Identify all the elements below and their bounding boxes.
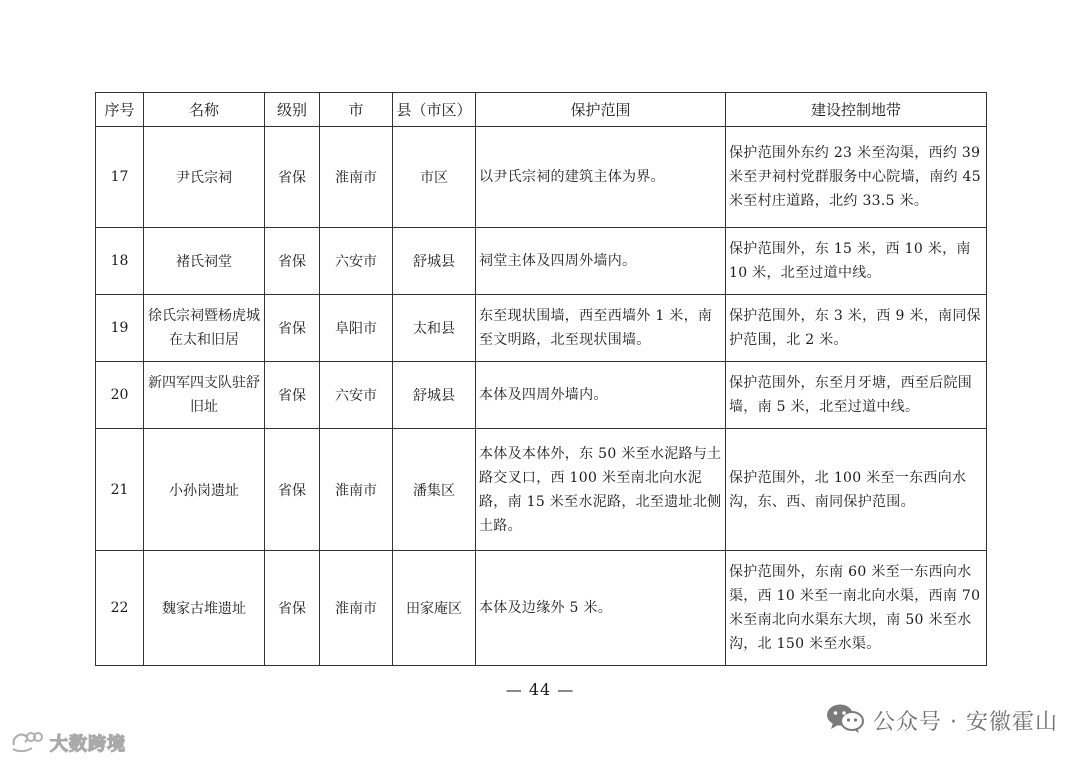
row-name: 尹氏宗祠: [144, 127, 265, 228]
row-level: 省保: [265, 429, 320, 551]
table-row: [96, 295, 987, 362]
row-index: 21: [96, 429, 144, 551]
row-name: 新四军四支队驻舒旧址: [144, 362, 265, 429]
weibo-like-logo-icon: [10, 729, 44, 757]
header-city: 市: [320, 93, 393, 127]
table-row: [96, 127, 987, 228]
row-county: 市区: [393, 127, 476, 228]
row-level: 省保: [265, 295, 320, 362]
row-index: 19: [96, 295, 144, 362]
row-index: 22: [96, 551, 144, 666]
row-protection-scope: 本体及边缘外 5 米。: [476, 551, 726, 666]
watermark-left: [10, 729, 126, 757]
watermark-right: [825, 702, 1058, 738]
table-row: [96, 551, 987, 666]
header-name: 名称: [144, 93, 265, 127]
header-level: 级别: [265, 93, 320, 127]
row-index: 17: [96, 127, 144, 228]
row-protection-scope: 东至现状围墙，西至西墙外 1 米，南至文明路，北至现状围墙。: [476, 295, 726, 362]
page-number: — 44 —: [505, 680, 575, 699]
row-name: 徐氏宗祠暨杨虎城在太和旧居: [144, 295, 265, 362]
row-index: 20: [96, 362, 144, 429]
watermark-right-text: 公众号 · 安徽霍山: [873, 709, 1058, 735]
header-protection-scope: 保护范围: [476, 93, 726, 127]
heritage-table: [95, 92, 987, 666]
row-county: 太和县: [393, 295, 476, 362]
row-protection-scope: 祠堂主体及四周外墙内。: [476, 228, 726, 295]
header-index: 序号: [96, 93, 144, 127]
wechat-icon: [825, 702, 865, 738]
row-control-zone: 保护范围外，东 15 米，西 10 米，南 10 米，北至过道中线。: [726, 228, 987, 295]
watermark-left-text: 大数跨境: [50, 734, 126, 755]
row-control-zone: 保护范围外，东 3 米，西 9 米，南同保护范围，北 2 米。: [726, 295, 987, 362]
row-index: 18: [96, 228, 144, 295]
row-county: 田家庵区: [393, 551, 476, 666]
row-control-zone: 保护范围外东约 23 米至沟渠，西约 39 米至尹祠村党群服务中心院墙，南约 45 米至村庄道路，北约 33.5 米。: [726, 127, 987, 228]
row-level: 省保: [265, 127, 320, 228]
header-construction-control-zone: 建设控制地带: [726, 93, 987, 127]
row-county: 舒城县: [393, 362, 476, 429]
table-row: [96, 228, 987, 295]
row-name: 魏家古堆遗址: [144, 551, 265, 666]
row-city: 六安市: [320, 228, 393, 295]
row-protection-scope: 本体及本体外，东 50 米至水泥路与土路交叉口，西 100 米至南北向水泥路，南 15 米至水泥路，北至遗址北侧土路。: [476, 429, 726, 551]
row-name: 小孙岗遗址: [144, 429, 265, 551]
row-city: 六安市: [320, 362, 393, 429]
row-control-zone: 保护范围外，东至月牙塘，西至后院围墙，南 5 米，北至过道中线。: [726, 362, 987, 429]
row-city: 淮南市: [320, 429, 393, 551]
row-level: 省保: [265, 228, 320, 295]
row-level: 省保: [265, 362, 320, 429]
row-protection-scope: 以尹氏宗祠的建筑主体为界。: [476, 127, 726, 228]
row-county: 舒城县: [393, 228, 476, 295]
row-city: 阜阳市: [320, 295, 393, 362]
row-name: 褚氏祠堂: [144, 228, 265, 295]
table-row: [96, 429, 987, 551]
header-county: 县（市区）: [393, 93, 476, 127]
row-control-zone: 保护范围外，东南 60 米至一东西向水渠，西 10 米至一南北向水渠，西南 70 米至南北向水渠东大坝，南 50 米至水沟，北 150 米至水渠。: [726, 551, 987, 666]
table-header-row: [96, 93, 987, 127]
table-row: [96, 362, 987, 429]
row-control-zone: 保护范围外，北 100 米至一东西向水沟，东、西、南同保护范围。: [726, 429, 987, 551]
row-level: 省保: [265, 551, 320, 666]
row-protection-scope: 本体及四周外墙内。: [476, 362, 726, 429]
row-county: 潘集区: [393, 429, 476, 551]
row-city: 淮南市: [320, 551, 393, 666]
row-city: 淮南市: [320, 127, 393, 228]
